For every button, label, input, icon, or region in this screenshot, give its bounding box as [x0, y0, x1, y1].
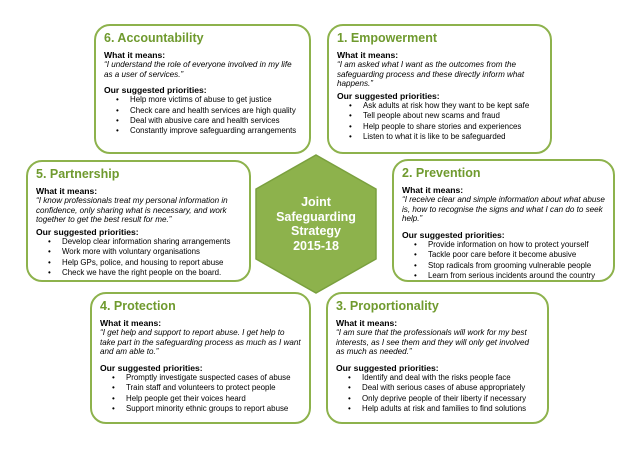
list-item: • Train staff and volunteers to protect people	[126, 383, 301, 393]
center-title-line-4: 2015-18	[293, 238, 339, 253]
list-item: • Constantly improve safeguarding arrangements	[130, 126, 301, 136]
panel-quote: “I am sure that the professionals will work for my best interests, as I see them and they will only get involved as much as needed.”	[336, 328, 530, 357]
center-title-line-1: Joint	[301, 195, 331, 209]
list-item: • Deal with serious cases of abuse appropriately	[362, 383, 539, 393]
panel-quote: “I know professionals treat my personal information in confidence, only sharing what is necessary, and work together to get the best result for me.”	[36, 196, 228, 225]
priorities-list	[336, 373, 539, 415]
what-it-means-label: What it means:	[100, 318, 162, 328]
list-item: • Only deprive people of their liberty if necessary	[362, 394, 539, 404]
priorities-list	[104, 95, 301, 137]
list-item: • Promptly investigate suspected cases of abuse	[126, 373, 301, 383]
panel-protection	[90, 292, 311, 424]
list-item: • Listen to what it is like to be safeguarded	[363, 132, 542, 142]
list-item: • Tell people about new scams and fraud	[363, 111, 542, 121]
center-title-line-3: Strategy	[290, 224, 342, 238]
list-item: • Provide information on how to protect yourself	[428, 240, 605, 250]
list-item: • Help people get their voices heard	[126, 394, 301, 404]
center-hexagon	[254, 153, 378, 295]
panel-title: 3. Proportionality	[336, 299, 439, 313]
panel-quote: “I understand the role of everyone involved in my life as a user of services.”	[104, 60, 292, 79]
list-item: • Tackle poor care before it become abusive	[428, 250, 605, 260]
list-item: • Support minority ethnic groups to report abuse	[126, 404, 301, 414]
priorities-list	[36, 237, 241, 279]
panel-title: 4. Protection	[100, 299, 176, 313]
priorities-label: Our suggested priorities:	[337, 90, 440, 101]
list-item: • Develop clear information sharing arrangements	[62, 237, 241, 247]
panel-title: 1. Empowerment	[337, 31, 438, 45]
panel-title: 5. Partnership	[36, 167, 120, 181]
panel-empowerment	[327, 24, 552, 154]
what-it-means-label: What it means:	[337, 50, 399, 60]
priorities-label: Our suggested priorities:	[100, 362, 203, 373]
panel-partnership	[26, 160, 251, 282]
priorities-label: Our suggested priorities:	[104, 85, 207, 96]
what-it-means-label: What it means:	[336, 318, 398, 328]
what-it-means-label: What it means:	[402, 185, 464, 195]
list-item: • Help more victims of abuse to get justice	[130, 95, 301, 105]
panel-proportionality	[326, 292, 549, 424]
panel-quote: “I get help and support to report abuse. I get help to take part in the safeguarding process as much as I want and am able to.”	[100, 328, 301, 357]
panel-title: 6. Accountability	[104, 31, 204, 45]
panel-accountability	[94, 24, 311, 154]
list-item: • Work more with voluntary organisations	[62, 247, 241, 257]
priorities-label: Our suggested priorities:	[36, 226, 139, 237]
list-item: • Check we have the right people on the board.	[62, 268, 241, 278]
panel-quote: “I am asked what I want as the outcomes from the safeguarding process and these directly inform what happens.”	[337, 60, 525, 89]
panel-quote: “I receive clear and simple information about what abuse is, how to recognise the signs and what I can do to seek help.”	[402, 195, 605, 224]
center-title	[254, 153, 378, 295]
priorities-label: Our suggested priorities:	[336, 362, 439, 373]
priorities-label: Our suggested priorities:	[402, 229, 505, 240]
list-item: • Help adults at risk and families to find solutions	[362, 404, 539, 414]
panel-prevention	[392, 159, 615, 282]
list-item: • Learn from serious incidents around the country	[428, 271, 605, 281]
priorities-list	[100, 373, 301, 415]
priorities-list	[337, 101, 542, 143]
list-item: • Identify and deal with the risks people face	[362, 373, 539, 383]
what-it-means-label: What it means:	[104, 50, 166, 60]
list-item: • Ask adults at risk how they want to be kept safe	[363, 101, 542, 111]
list-item: • Help people to share stories and experiences	[363, 122, 542, 132]
list-item: • Check care and health services are high quality	[130, 106, 301, 116]
what-it-means-label: What it means:	[36, 186, 98, 196]
list-item: • Help GPs, police, and housing to report abuse	[62, 258, 241, 268]
panel-title: 2. Prevention	[402, 166, 481, 180]
list-item: • Deal with abusive care and health services	[130, 116, 301, 126]
center-title-line-2: Safeguarding	[276, 209, 356, 224]
priorities-list	[402, 240, 605, 282]
list-item: • Stop radicals from grooming vulnerable people	[428, 261, 605, 271]
